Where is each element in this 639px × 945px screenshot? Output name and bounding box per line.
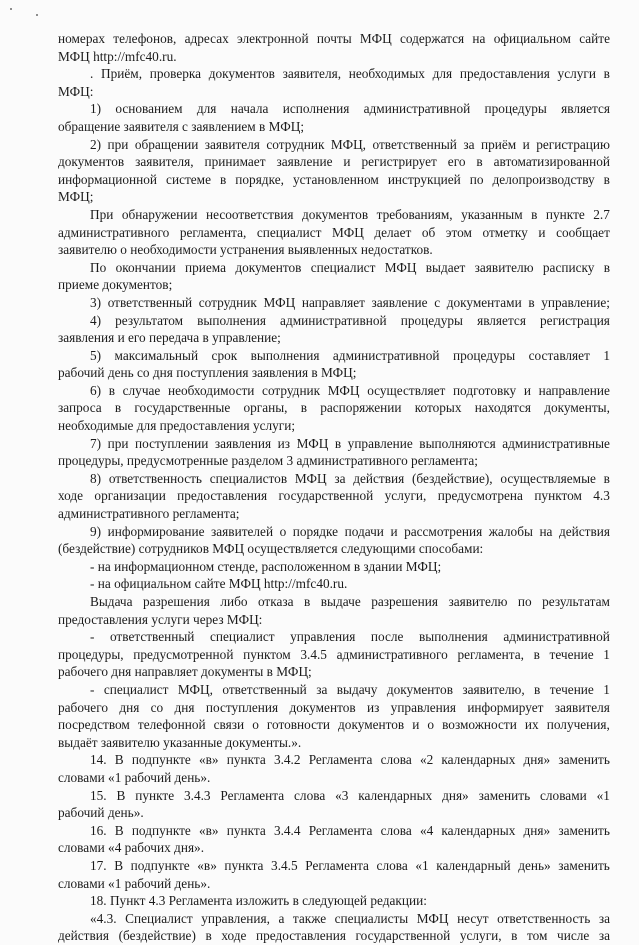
text-line: 17. В подпункте «в» пункта 3.4.5 Регламента слова «1 календарный день» заменить [90,857,610,873]
text-line: рабочего дня со дня поступления документов из управления информирует заявителя [58,699,610,715]
text-line: рабочего дня направляет документы в МФЦ; [58,664,312,680]
text-line: процедуры, предусмотренные разделом 3 административного регламента; [58,453,478,469]
text-line: заявления и его передача в управление; [58,330,281,346]
text-line: необходимые для предоставления услуги; [58,418,296,434]
text-line: рабочий день». [58,805,144,821]
scan-speck [10,8,12,10]
text-line: 9) информирование заявителей о порядке подачи и рассмотрения жалобы на действия [90,523,610,539]
text-line: 1) основанием для начала исполнения административной процедуры является [90,101,610,117]
text-line: процедуры, предусмотренной пунктом 3.4.5 административного регламента, в течение 1 [58,646,610,662]
text-line: административного регламента, специалист МФЦ делает об этом отметку и сообщает [58,224,610,240]
scan-speck [36,14,38,16]
text-line: приеме документов; [58,277,173,293]
text-line: 15. В пункте 3.4.3 Регламента слова «3 календарных дня» заменить словами «1 [90,787,610,803]
text-line: 2) при обращении заявителя сотрудник МФЦ, ответственный за приём и регистрацию [90,136,610,152]
text-line: словами «1 рабочий день». [58,769,211,785]
text-line: - на информационном стенде, расположенном в здании МФЦ; [90,558,442,574]
text-line: 4) результатом выполнения административной процедуры является регистрация [90,312,610,328]
text-line: МФЦ http://mfc40.ru. [58,48,177,64]
text-line: словами «4 рабочих дня». [58,840,205,856]
document-body [58,30,610,945]
text-line: 3) ответственный сотрудник МФЦ направляет заявление с документами в управление; [90,294,610,310]
text-line: посредством телефонной связи о готовности документов и о возможности их получения, [58,717,610,733]
text-line: словами «1 рабочий день». [58,875,211,891]
text-line: - ответственный специалист управления после выполнения административной [90,629,610,645]
text-line: заявителю о необходимости устранения выявленных недостатков. [58,242,433,258]
text-line: 6) в случае необходимости сотрудник МФЦ осуществляет подготовку и направление [90,382,610,398]
text-line: административного регламента; [58,506,240,522]
text-line: - специалист МФЦ, ответственный за выдачу документов заявителю, в течение 1 [90,681,610,697]
text-line: предоставления услуги через МФЦ: [58,611,263,627]
text-line: . Приём, проверка документов заявителя, необходимых для предоставления услуги в [90,66,610,82]
text-line: МФЦ: [58,83,94,99]
text-line: 5) максимальный срок выполнения административной процедуры составляет 1 [90,347,610,363]
text-line: рабочий день со дня поступления заявления в МФЦ; [58,365,357,381]
text-line: обращение заявителя с заявлением в МФЦ; [58,118,305,134]
text-line: действия (бездействие) в ходе предоставления государственной услуги, в том числе за [58,928,610,944]
text-line: 14. В подпункте «в» пункта 3.4.2 Регламента слова «2 календарных дня» заменить [90,752,610,768]
text-line: МФЦ; [58,189,94,205]
text-line: запроса в государственные органы, в распоряжении которых находятся документы, [58,400,610,416]
text-line: (бездействие) сотрудников МФЦ осуществляется следующими способами: [58,541,484,557]
text-line: 7) при поступлении заявления из МФЦ в управление выполняются административные [90,435,610,451]
text-line: 8) ответственность специалистов МФЦ за действия (бездействие), осуществляемые в [90,470,610,486]
text-line: 16. В подпункте «в» пункта 3.4.4 Регламента слова «4 календарных дня» заменить [90,822,610,838]
text-line: Выдача разрешения либо отказа в выдаче разрешения заявителю по результатам [90,594,610,609]
text-line: выдаёт заявителю указанные документы.». [58,734,302,750]
text-line: номерах телефонов, адресах электронной почты МФЦ содержатся на официальном сайте [58,31,610,46]
text-line: документов заявителя, принимает заявление и регистрирует его в автоматизированной [58,154,610,170]
text-line: - на официальном сайте МФЦ http://mfc40.ru. [90,576,348,592]
text-line: информационной системе в порядке, установленном инструкцией по делопроизводству в [58,171,610,187]
text-line: По окончании приема документов специалист МФЦ выдает заявителю расписку в [90,259,610,275]
text-line: При обнаружении несоответствия документов требованиям, указанным в пункте 2.7 [90,206,610,222]
text-line: «4.3. Специалист управления, а также специалисты МФЦ несут ответственность за [90,910,610,926]
text-line: ходе организации предоставления государственной услуги, предусмотрена пунктом 4.3 [58,488,610,504]
text-line: 18. Пункт 4.3 Регламента изложить в следующей редакции: [90,893,427,909]
